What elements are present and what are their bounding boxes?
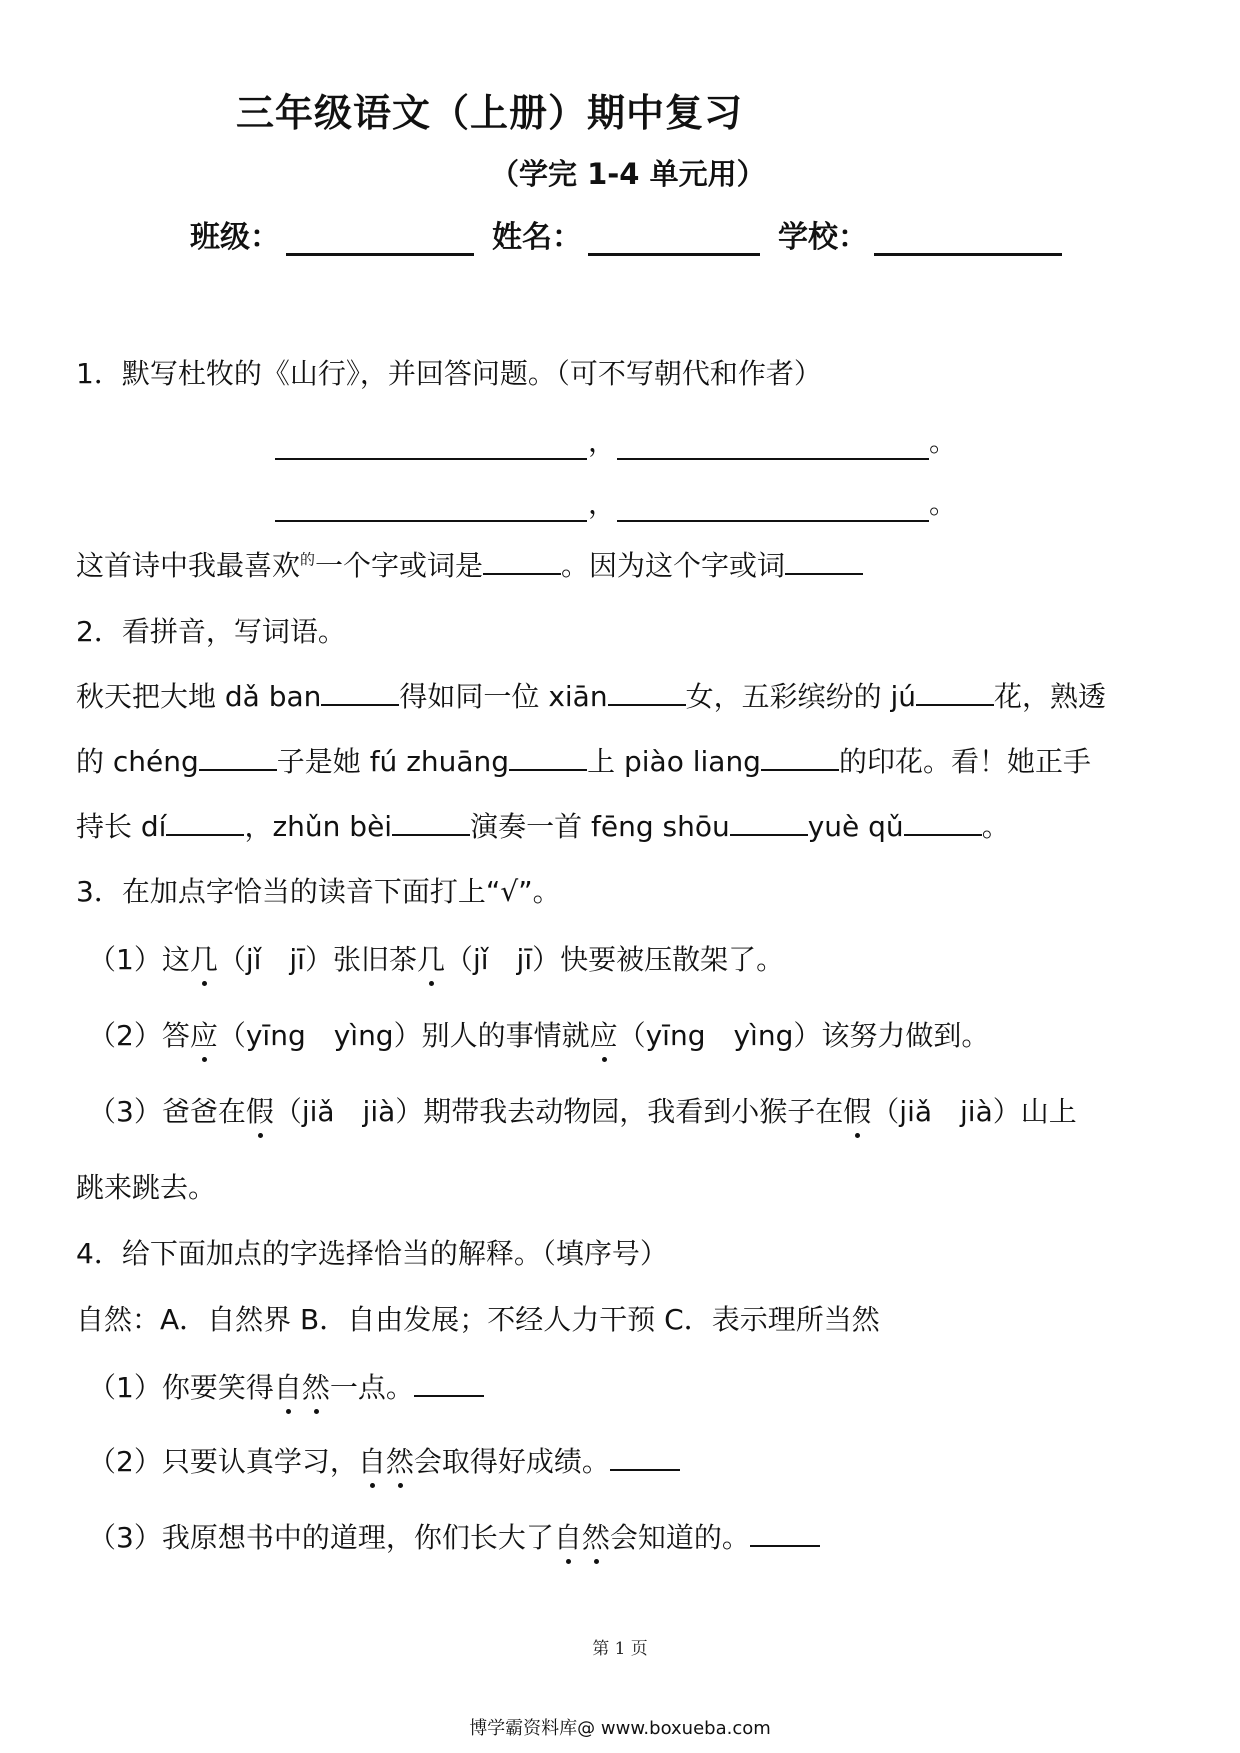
answer-blank[interactable] [483, 547, 561, 575]
page-number: 第 1 页 [592, 1639, 648, 1659]
fav-text: 一个字或词是 [315, 549, 484, 582]
name-field[interactable] [588, 219, 760, 256]
sentence-text: （2）答 [88, 1019, 190, 1052]
q3-sentence-2 [88, 1014, 989, 1054]
dotted-char: 应 [190, 1014, 218, 1054]
fav-small: 的 [300, 550, 316, 569]
fav-text: 。因为这个字或词 [561, 549, 786, 582]
q4-options: 自然：A．自然界 B．自由发展；不经人力干预 C．表示理所当然 [76, 1303, 880, 1336]
pinyin-text: 上 piào liang [587, 745, 761, 778]
poem-blank[interactable] [275, 428, 587, 460]
sentence-text: （jiǎ jià）山上 [871, 1095, 1077, 1128]
q1-prompt: 1．默写杜牧的《山行》，并回答问题。（可不写朝代和作者） [76, 357, 822, 390]
sentence-text: 会取得好成绩。 [413, 1445, 610, 1478]
answer-blank[interactable] [750, 1519, 820, 1547]
q3-sentence-3 [88, 1090, 1077, 1130]
dotted-char: 自 [358, 1440, 386, 1480]
poem-blank[interactable] [617, 428, 929, 460]
pinyin-text: 秋天把大地 dǎ ban [76, 680, 322, 713]
q2-line-2 [76, 740, 1091, 780]
answer-blank[interactable] [916, 678, 994, 706]
q4-item-2 [88, 1440, 680, 1480]
sentence-text: （1）这 [88, 943, 190, 976]
dotted-char: 然 [582, 1516, 610, 1556]
sentence-text: （3）我原想书中的道理，你们长大了 [88, 1521, 554, 1554]
sentence-text: （3）爸爸在 [88, 1095, 246, 1128]
dotted-char: 自 [274, 1366, 302, 1406]
q3-sentence-3-cont: 跳来跳去。 [76, 1171, 217, 1204]
name-label: 姓名： [492, 220, 582, 255]
pinyin-text: ，zhǔn bèi [244, 810, 393, 843]
dotted-char: 几 [417, 938, 445, 978]
q2-line-1 [76, 675, 1106, 715]
poem-comma: ， [587, 425, 616, 458]
q4-prompt: 4．给下面加点的字选择恰当的解释。（填序号） [76, 1237, 668, 1270]
q3-prompt: 3．在加点字恰当的读音下面打上“√”。 [76, 875, 561, 908]
school-label: 学校： [778, 220, 868, 255]
sentence-text: （jǐ jī）快要被压散架了。 [444, 943, 785, 976]
poem-blank[interactable] [275, 490, 587, 522]
answer-blank[interactable] [761, 743, 839, 771]
poem-comma: ， [587, 487, 616, 520]
pinyin-text: yuè qǔ [807, 810, 904, 843]
pinyin-text: 演奏一首 fēng shōu [470, 810, 730, 843]
dotted-char: 然 [302, 1366, 330, 1406]
class-label: 班级： [190, 220, 280, 255]
pinyin-text: 的 chéng [76, 745, 199, 778]
page-title: 三年级语文（上册）期中复习 [236, 91, 744, 135]
page-subtitle: （学完 1-4 单元用） [490, 157, 766, 191]
pinyin-text: 持长 dí [76, 810, 167, 843]
pinyin-text: 的印花。看！她正手 [838, 745, 1091, 778]
class-field[interactable] [286, 219, 474, 256]
poem-row-2 [275, 482, 957, 522]
school-field[interactable] [874, 219, 1062, 256]
sentence-text: 会知道的。 [609, 1521, 750, 1554]
fav-text: 这首诗中我最喜欢 [76, 549, 301, 582]
poem-row-1 [275, 420, 957, 460]
pinyin-text: 花，熟透 [994, 680, 1107, 713]
dotted-char: 假 [843, 1090, 871, 1130]
answer-blank[interactable] [199, 743, 277, 771]
q4-item-1 [88, 1366, 484, 1406]
sentence-text: （2）只要认真学习， [88, 1445, 358, 1478]
pinyin-text: 。 [981, 810, 1010, 843]
sentence-text: （jiǎ jià）期带我去动物园，我看到小猴子在 [273, 1095, 844, 1128]
dotted-char: 假 [246, 1090, 274, 1130]
poem-period: 。 [929, 487, 958, 520]
q4-item-3 [88, 1516, 820, 1556]
answer-blank[interactable] [608, 678, 686, 706]
answer-blank[interactable] [321, 678, 399, 706]
dotted-char: 应 [590, 1014, 618, 1054]
q2-line-3 [76, 805, 1010, 845]
sentence-text: （jǐ jī）张旧茶 [217, 943, 417, 976]
answer-blank[interactable] [785, 547, 863, 575]
answer-blank[interactable] [610, 1443, 680, 1471]
pinyin-text: 女，五彩缤纷的 jú [685, 680, 917, 713]
dotted-char: 然 [386, 1440, 414, 1480]
answer-blank[interactable] [166, 808, 244, 836]
q1-favorite [76, 544, 863, 584]
answer-blank[interactable] [392, 808, 470, 836]
student-info [190, 212, 1080, 256]
pinyin-text: 子是她 fú zhuāng [276, 745, 510, 778]
poem-period: 。 [929, 425, 958, 458]
answer-blank[interactable] [904, 808, 982, 836]
site-watermark: 博学霸资料库@ www.boxueba.com [469, 1718, 771, 1739]
answer-blank[interactable] [414, 1369, 484, 1397]
q2-prompt: 2．看拼音，写词语。 [76, 615, 346, 648]
pinyin-text: 得如同一位 xiān [399, 680, 608, 713]
dotted-char: 自 [554, 1516, 582, 1556]
poem-blank[interactable] [617, 490, 929, 522]
dotted-char: 几 [190, 938, 218, 978]
sentence-text: （yīng yìng）别人的事情就 [217, 1019, 590, 1052]
sentence-text: （yīng yìng）该努力做到。 [617, 1019, 990, 1052]
sentence-text: （1）你要笑得 [88, 1371, 274, 1404]
answer-blank[interactable] [730, 808, 808, 836]
q3-sentence-1 [88, 938, 784, 978]
answer-blank[interactable] [509, 743, 587, 771]
sentence-text: 一点。 [329, 1371, 414, 1404]
